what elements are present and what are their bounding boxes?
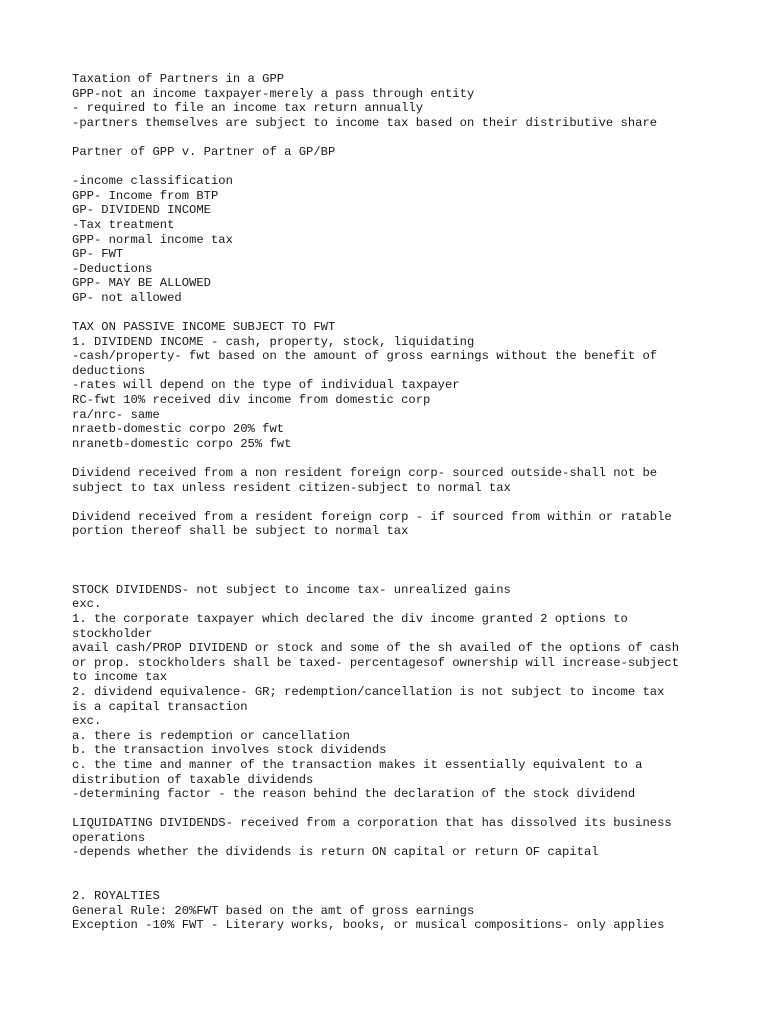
blank-line [72, 539, 712, 554]
text-line: -Deductions [72, 261, 153, 276]
blank-line [72, 306, 712, 321]
text-line: -cash/property- fwt based on the amount of gross earnings without the benefit of [72, 349, 658, 364]
text-line: Dividend received from a non resident foreign corp- sourced outside-shall not be [72, 466, 658, 481]
text-line: c. the time and manner of the transaction makes it essentially equivalent to a [72, 757, 643, 772]
text-line: TAX ON PASSIVE INCOME SUBJECT TO FWT [72, 320, 336, 335]
text-line: Partner of GPP v. Partner of a GP/BP [72, 144, 336, 159]
text-line: -Tax treatment [72, 217, 175, 232]
text-line: to income tax [72, 670, 168, 685]
text-line: GP- FWT [72, 247, 124, 262]
text-line: exc. [72, 714, 102, 729]
text-line: 2. ROYALTIES [72, 889, 160, 904]
text-line: -depends whether the dividends is return ON capital or return OF capital [72, 845, 599, 860]
text-line: operations [72, 830, 146, 845]
text-line: GPP- MAY BE ALLOWED [72, 276, 211, 291]
text-line: -partners themselves are subject to income tax based on their distributive share [72, 115, 658, 130]
text-line: RC-fwt 10% received div income from domestic corp [72, 393, 431, 408]
blank-line [72, 554, 712, 569]
text-line: stockholder [72, 626, 153, 641]
text-line: General Rule: 20%FWT based on the amt of gross earnings [72, 903, 475, 918]
text-line: GPP- Income from BTP [72, 188, 219, 203]
text-line: LIQUIDATING DIVIDENDS- received from a corporation that has dissolved its business [72, 816, 672, 831]
text-line: ra/nrc- same [72, 407, 160, 422]
text-line: -determining factor - the reason behind the declaration of the stock dividend [72, 787, 636, 802]
document-page [72, 72, 712, 933]
text-line: deductions [72, 363, 146, 378]
text-line: avail cash/PROP DIVIDEND or stock and some of the sh availed of the options of cash [72, 641, 680, 656]
blank-line [72, 568, 712, 583]
text-line: 1. the corporate taxpayer which declared the div income granted 2 options to [72, 611, 628, 626]
blank-line [72, 130, 712, 145]
blank-line [72, 495, 712, 510]
text-line: exc. [72, 597, 102, 612]
text-line: -income classification [72, 174, 233, 189]
text-line: subject to tax unless resident citizen-subject to normal tax [72, 480, 511, 495]
text-line: distribution of taxable dividends [72, 772, 314, 787]
blank-line [72, 875, 712, 890]
text-line: b. the transaction involves stock dividends [72, 743, 387, 758]
text-line: is a capital transaction [72, 699, 248, 714]
text-line: GP- not allowed [72, 290, 182, 305]
text-line: 1. DIVIDEND INCOME - cash, property, stock, liquidating [72, 334, 475, 349]
text-line: nranetb-domestic corpo 25% fwt [72, 436, 292, 451]
text-line: GP- DIVIDEND INCOME [72, 203, 211, 218]
text-line: 2. dividend equivalence- GR; redemption/cancellation is not subject to income tax [72, 684, 665, 699]
text-line: Dividend received from a resident foreign corp - if sourced from within or ratable [72, 509, 672, 524]
text-line: Exception -10% FWT - Literary works, books, or musical compositions- only applies [72, 918, 665, 933]
text-line: portion thereof shall be subject to normal tax [72, 524, 409, 539]
text-line: or prop. stockholders shall be taxed- percentagesof ownership will increase-subject [72, 655, 680, 670]
blank-line [72, 860, 712, 875]
text-line: STOCK DIVIDENDS- not subject to income tax- unrealized gains [72, 582, 511, 597]
text-line: GPP-not an income taxpayer-merely a pass through entity [72, 86, 475, 101]
blank-line [72, 802, 712, 817]
blank-line [72, 451, 712, 466]
text-line: - required to file an income tax return annually [72, 101, 424, 116]
text-line: -rates will depend on the type of individual taxpayer [72, 378, 460, 393]
text-line: a. there is redemption or cancellation [72, 728, 350, 743]
blank-line [72, 160, 712, 175]
text-line: Taxation of Partners in a GPP [72, 72, 285, 86]
text-line: nraetb-domestic corpo 20% fwt [72, 422, 285, 437]
text-line: GPP- normal income tax [72, 232, 233, 247]
